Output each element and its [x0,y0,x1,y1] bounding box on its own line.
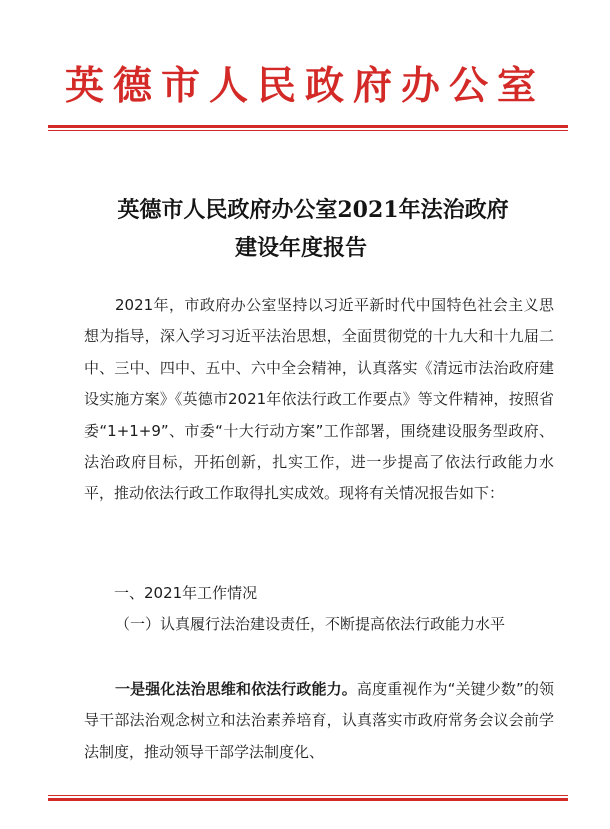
subsection-heading: （一）认真履行法治建设责任，不断提高依法行政能力水平 [115,615,506,633]
footer-divider-thin [48,795,568,796]
section-heading: 一、2021年工作情况 [114,584,258,602]
org-header-title: 英德市人民政府办公室 [64,63,545,109]
point-lead-text: 一是强化法治思维和依法行政能力。 [115,680,357,698]
footer-divider-thick [48,798,568,801]
point-body-text: 高度重视作为“关键少数”的领导干部法治观念树立和法治素养培育，认真落实市政府常务会议会前学法制度，推动领导干部学法制度化、 [84,680,554,761]
intro-paragraph: 2021年，市政府办公室坚持以习近平新时代中国特色社会主义思想为指导，深入学习习近平法治思想，全面贯彻党的十九大和十九届二中、三中、四中、五中、六中全会精神，认真落实《清远市法治政府建设实施方案》《英德市2021年依法行政工作要点》等文件精神，按照省委“1+1+9”、市委“十大行动方案”工作部署，围绕建设服务型政府、法治政府目标，开拓创新，扎实工作，进一步提高了依法行政能力水平，推动依法行政工作取得扎实成效。现将有关情况报告如下： [84,296,554,503]
header-divider-thin [48,130,568,131]
header-divider-thick [48,125,568,128]
document-title-line-2: 建设年度报告 [234,235,367,261]
point-paragraph [84,674,554,768]
document-title-line-1: 英德市人民政府办公室2021年法治政府 [117,197,509,223]
